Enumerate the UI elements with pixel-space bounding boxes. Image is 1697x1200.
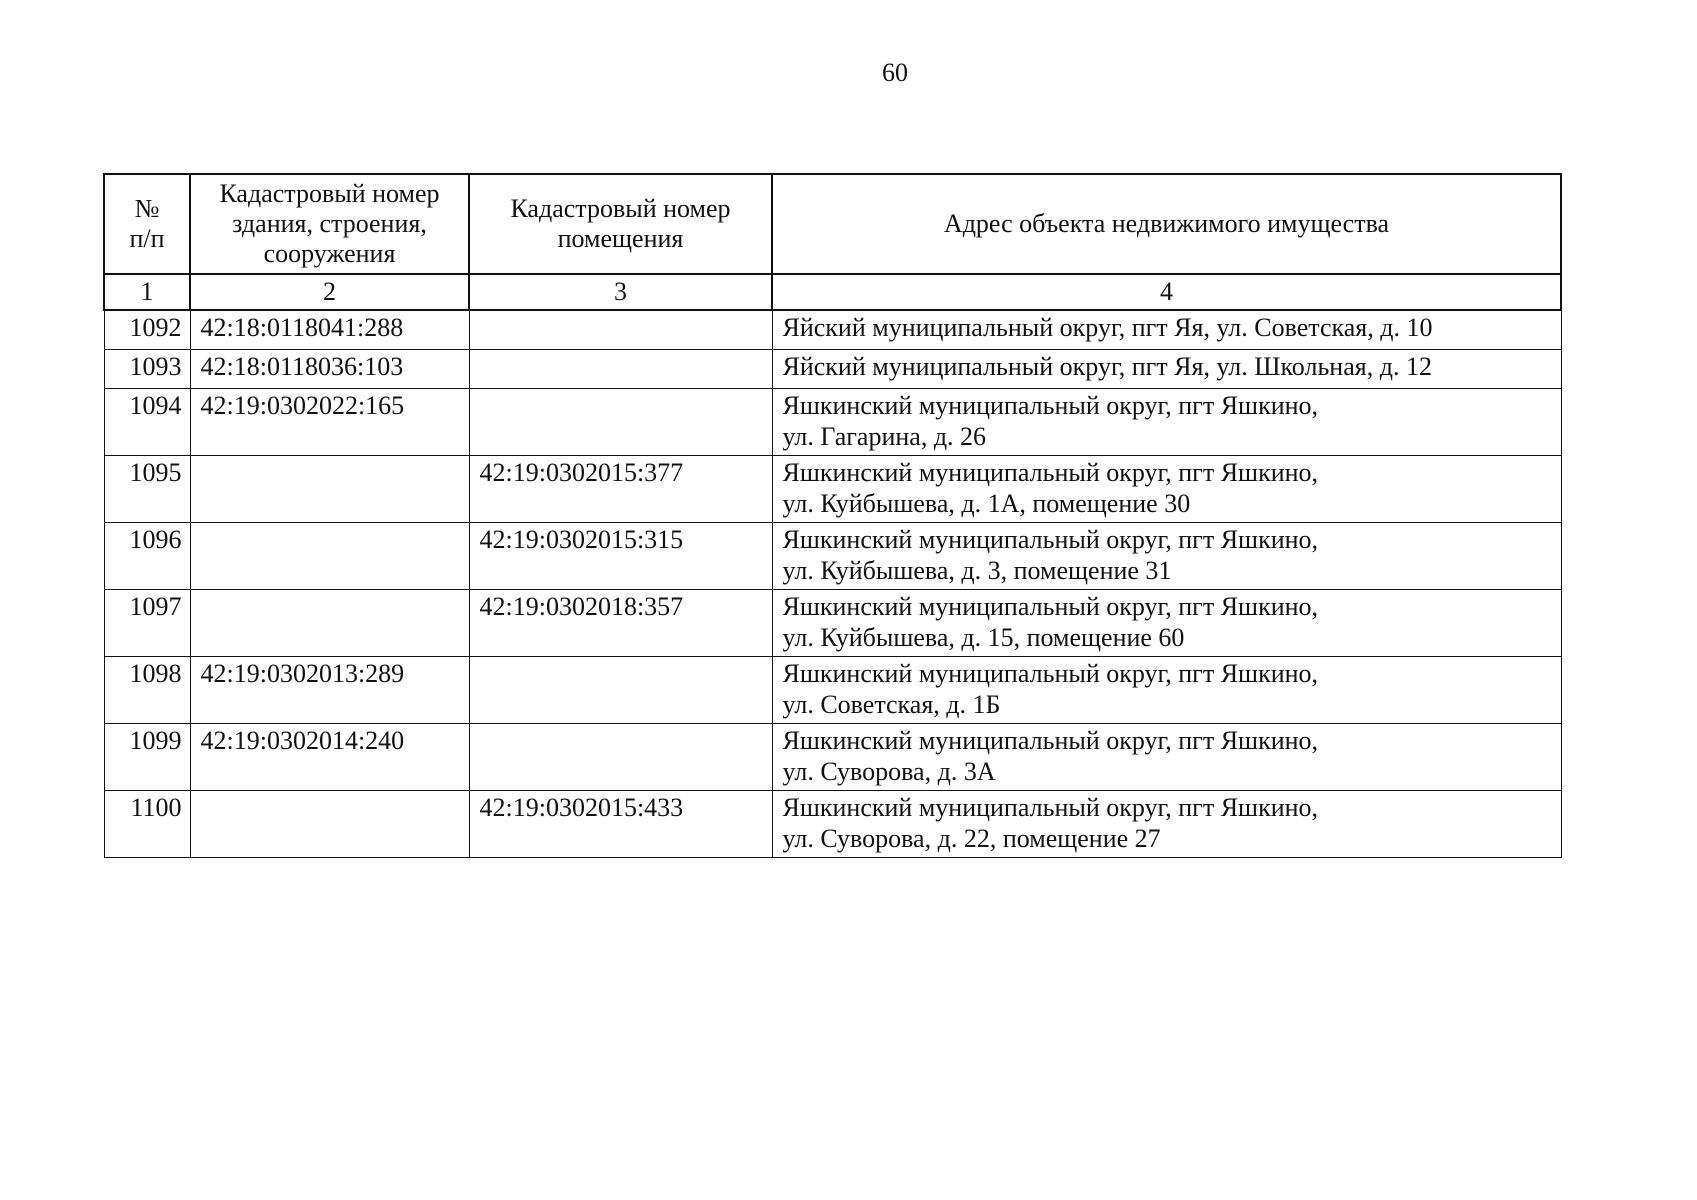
premises-cadastral-number-cell bbox=[469, 310, 772, 350]
table-row bbox=[104, 657, 1561, 724]
property-register-table bbox=[103, 173, 1562, 858]
address-line: Яшкинский муниципальный округ, пгт Яшкино, bbox=[782, 726, 1319, 755]
address-line: Яшкинский муниципальный округ, пгт Яшкино, bbox=[782, 525, 1319, 554]
row-number-cell: 1099 bbox=[104, 724, 190, 791]
building-cadastral-number-cell: 42:19:0302013:289 bbox=[190, 657, 469, 724]
header-premises-cadastral-number: Кадастровый номер помещения bbox=[469, 174, 772, 274]
column-number: 4 bbox=[772, 274, 1561, 310]
premises-cadastral-number-cell: 42:19:0302015:433 bbox=[469, 791, 772, 858]
address-line: Яшкинский муниципальный округ, пгт Яшкино, bbox=[782, 592, 1319, 621]
row-number-cell: 1098 bbox=[104, 657, 190, 724]
address-line: ул. Куйбышева, д. 15, помещение 60 bbox=[782, 623, 1185, 652]
premises-cadastral-number-cell: 42:19:0302015:377 bbox=[469, 456, 772, 523]
building-cadastral-number-cell: 42:19:0302014:240 bbox=[190, 724, 469, 791]
property-address-cell bbox=[772, 791, 1561, 858]
table-body bbox=[104, 310, 1561, 858]
property-address-cell bbox=[772, 310, 1561, 350]
table-row bbox=[104, 389, 1561, 456]
address-line: ул. Куйбышева, д. 1А, помещение 30 bbox=[782, 489, 1191, 518]
address-line: ул. Куйбышева, д. 3, помещение 31 bbox=[782, 556, 1172, 585]
property-address-cell bbox=[772, 724, 1561, 791]
property-address-cell bbox=[772, 590, 1561, 657]
row-number-cell: 1096 bbox=[104, 523, 190, 590]
column-number: 1 bbox=[104, 274, 190, 310]
address-line: ул. Советская, д. 1Б bbox=[782, 690, 1001, 719]
column-number: 2 bbox=[190, 274, 469, 310]
row-number-cell: 1100 bbox=[104, 791, 190, 858]
address-line: ул. Суворова, д. 22, помещение 27 bbox=[782, 824, 1161, 853]
premises-cadastral-number-cell: 42:19:0302018:357 bbox=[469, 590, 772, 657]
row-number-cell: 1097 bbox=[104, 590, 190, 657]
building-cadastral-number-cell bbox=[190, 791, 469, 858]
table-row bbox=[104, 523, 1561, 590]
property-address-cell bbox=[772, 389, 1561, 456]
building-cadastral-number-cell: 42:18:0118036:103 bbox=[190, 350, 469, 389]
property-address-cell bbox=[772, 657, 1561, 724]
building-cadastral-number-cell bbox=[190, 523, 469, 590]
row-number-cell: 1092 bbox=[104, 310, 190, 350]
address-line: Яйский муниципальный округ, пгт Яя, ул. Советская, д. 10 bbox=[782, 313, 1433, 342]
table-row bbox=[104, 350, 1561, 389]
table-row bbox=[104, 724, 1561, 791]
premises-cadastral-number-cell bbox=[469, 724, 772, 791]
building-cadastral-number-cell bbox=[190, 590, 469, 657]
address-line: Яшкинский муниципальный округ, пгт Яшкино, bbox=[782, 391, 1319, 420]
header-row-number: № п/п bbox=[104, 174, 190, 274]
property-address-cell bbox=[772, 523, 1561, 590]
row-number-cell: 1093 bbox=[104, 350, 190, 389]
premises-cadastral-number-cell bbox=[469, 350, 772, 389]
page-number: 60 bbox=[882, 58, 908, 87]
building-cadastral-number-cell bbox=[190, 456, 469, 523]
property-address-cell bbox=[772, 350, 1561, 389]
table-row bbox=[104, 310, 1561, 350]
column-number: 3 bbox=[469, 274, 772, 310]
address-line: ул. Гагарина, д. 26 bbox=[782, 422, 987, 451]
address-line: Яшкинский муниципальный округ, пгт Яшкино, bbox=[782, 793, 1319, 822]
building-cadastral-number-cell: 42:18:0118041:288 bbox=[190, 310, 469, 350]
header-property-address: Адрес объекта недвижимого имущества bbox=[772, 174, 1561, 274]
address-line: Яйский муниципальный округ, пгт Яя, ул. Школьная, д. 12 bbox=[782, 352, 1432, 381]
address-line: Яшкинский муниципальный округ, пгт Яшкино, bbox=[782, 659, 1319, 688]
column-numbers-row bbox=[104, 274, 1561, 310]
premises-cadastral-number-cell: 42:19:0302015:315 bbox=[469, 523, 772, 590]
building-cadastral-number-cell: 42:19:0302022:165 bbox=[190, 389, 469, 456]
property-address-cell bbox=[772, 456, 1561, 523]
table-row bbox=[104, 791, 1561, 858]
premises-cadastral-number-cell bbox=[469, 389, 772, 456]
header-building-cadastral-number: Кадастровый номер здания, строения, сооружения bbox=[190, 174, 469, 274]
table-header-row bbox=[104, 174, 1561, 274]
table-row bbox=[104, 456, 1561, 523]
table-row bbox=[104, 590, 1561, 657]
row-number-cell: 1095 bbox=[104, 456, 190, 523]
address-line: ул. Суворова, д. 3А bbox=[782, 757, 996, 786]
address-line: Яшкинский муниципальный округ, пгт Яшкино, bbox=[782, 458, 1319, 487]
premises-cadastral-number-cell bbox=[469, 657, 772, 724]
row-number-cell: 1094 bbox=[104, 389, 190, 456]
